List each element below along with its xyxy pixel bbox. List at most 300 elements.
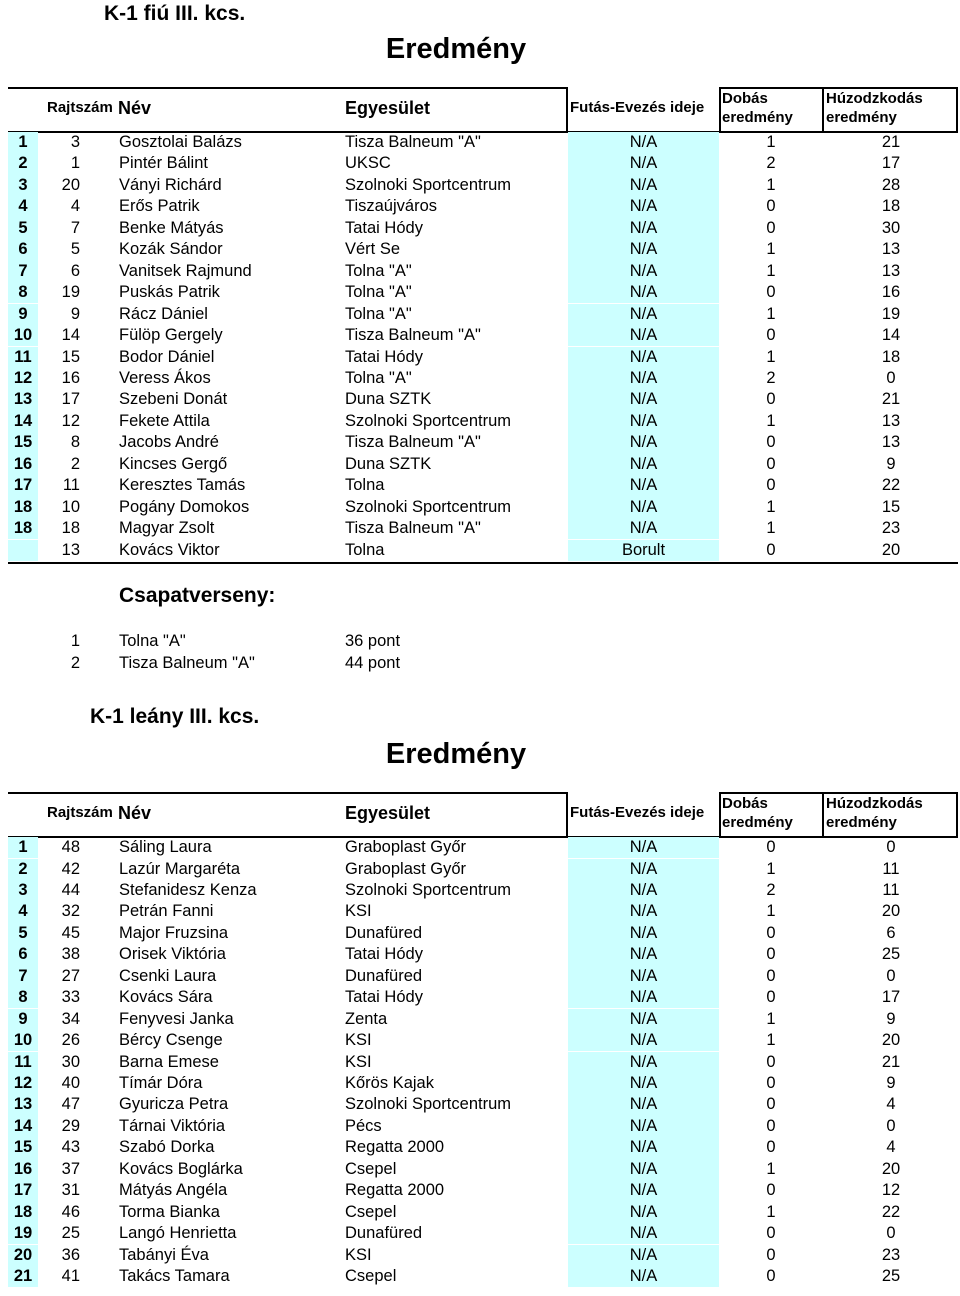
bib-cell: 8 (70, 433, 80, 452)
bib-cell: 37 (61, 1159, 80, 1178)
throw-result-cell: 1 (766, 497, 776, 516)
bib-cell: 32 (61, 902, 80, 921)
bib-cell: 4 (70, 197, 80, 216)
bib-cell: 43 (61, 1138, 80, 1157)
place-cell: 11 (8, 347, 38, 368)
name-cell: Kovács Sára (119, 988, 213, 1007)
club-cell: KSI (345, 1052, 372, 1071)
bib-cell: 3 (70, 133, 80, 151)
name-cell: Erős Patrik (119, 197, 200, 216)
header-pull-2: eredmény (826, 814, 897, 831)
club-cell: Graboplast Győr (345, 838, 467, 856)
place-cell: 7 (8, 966, 38, 987)
throw-result-cell: 1 (766, 133, 776, 151)
bib-cell: 15 (61, 347, 80, 366)
team-competition-title: Csapatverseny: (119, 584, 276, 607)
name-cell: Fülöp Gergely (119, 326, 223, 344)
place-cell: 4 (8, 196, 38, 217)
bib-cell: 27 (61, 966, 80, 985)
pullup-result-cell: 25 (881, 1267, 901, 1285)
place-cell: 3 (8, 880, 38, 901)
pullup-result-cell: 21 (881, 1052, 901, 1071)
club-cell: KSI (345, 902, 372, 921)
table-row (0, 944, 960, 965)
table-row (0, 1009, 960, 1030)
run-time-cell: N/A (568, 1245, 719, 1266)
run-time-cell: N/A (568, 1073, 719, 1094)
run-time-cell: N/A (568, 261, 719, 282)
run-time-cell: N/A (568, 518, 719, 539)
boys-table-bottom-line (8, 562, 958, 564)
club-cell: Dunafüred (345, 1224, 423, 1243)
club-cell: Szolnoki Sportcentrum (345, 497, 511, 516)
club-cell: Csepel (345, 1267, 397, 1285)
pullup-result-cell: 12 (881, 1181, 901, 1200)
pullup-result-cell: 9 (886, 454, 896, 473)
throw-result-cell: 0 (766, 326, 776, 344)
club-cell: Szolnoki Sportcentrum (345, 175, 511, 194)
place-cell: 15 (8, 432, 38, 453)
name-cell: Pintér Bálint (119, 154, 208, 173)
table-row (0, 518, 960, 539)
table-row (0, 1137, 960, 1158)
club-cell: Pécs (345, 1116, 382, 1135)
bib-cell: 18 (61, 519, 80, 538)
run-time-cell: N/A (568, 1030, 719, 1051)
name-cell: Kozák Sándor (119, 240, 223, 259)
place-cell: 3 (8, 175, 38, 196)
pullup-result-cell: 6 (886, 923, 896, 942)
table-row (0, 411, 960, 432)
run-time-cell: N/A (568, 1180, 719, 1201)
place-cell: 1 (8, 837, 38, 858)
pullup-result-cell: 14 (881, 326, 901, 344)
name-cell: Barna Emese (119, 1052, 219, 1071)
name-cell: Tárnai Viktória (119, 1116, 226, 1135)
bib-cell: 6 (70, 261, 80, 280)
bib-cell: 31 (61, 1181, 80, 1200)
pullup-result-cell: 13 (881, 433, 901, 452)
team-points: 44 pont (345, 654, 401, 672)
throw-result-cell: 0 (766, 1138, 776, 1157)
run-time-cell: N/A (568, 196, 719, 217)
name-cell: Pogány Domokos (119, 497, 250, 516)
table-row (0, 132, 960, 153)
run-time-cell: N/A (568, 218, 719, 239)
table-row (0, 1159, 960, 1180)
place-cell: 5 (8, 218, 38, 239)
name-cell: Puskás Patrik (119, 283, 220, 302)
throw-result-cell: 2 (766, 880, 776, 899)
name-cell: Magyar Zsolt (119, 519, 215, 538)
pullup-result-cell: 22 (881, 476, 901, 495)
table-row (0, 1116, 960, 1137)
header-run: Futás-Evezés ideje (570, 99, 705, 116)
table-row (0, 347, 960, 368)
table-row (0, 304, 960, 325)
bib-cell: 13 (61, 540, 80, 559)
run-time-cell: N/A (568, 132, 719, 153)
club-cell: Tisza Balneum "A" (345, 326, 481, 344)
place-cell: 13 (8, 1094, 38, 1115)
club-cell: Tisza Balneum "A" (345, 433, 481, 452)
bib-cell: 20 (61, 175, 80, 194)
name-cell: Tímár Dóra (119, 1074, 203, 1092)
club-cell: Tolna "A" (345, 261, 412, 280)
run-time-cell: N/A (568, 859, 719, 880)
boys-table-header (0, 87, 960, 133)
pullup-result-cell: 4 (886, 1138, 896, 1157)
table-row (0, 239, 960, 260)
throw-result-cell: 1 (766, 175, 776, 194)
name-cell: Veress Ákos (119, 368, 211, 387)
place-cell: 2 (8, 153, 38, 174)
pullup-result-cell: 11 (882, 859, 900, 878)
name-cell: Rácz Dániel (119, 304, 208, 323)
pullup-result-cell: 21 (881, 390, 901, 409)
run-time-cell: N/A (568, 1137, 719, 1158)
club-cell: Tolna "A" (345, 283, 412, 302)
table-row (0, 1245, 960, 1266)
pullup-result-cell: 17 (881, 154, 901, 173)
header-throw-1: Dobás (722, 795, 768, 812)
club-cell: Graboplast Győr (345, 859, 467, 878)
name-cell: Jacobs André (119, 433, 219, 452)
team-entry (0, 630, 600, 652)
name-cell: Fenyvesi Janka (119, 1009, 234, 1028)
pullup-result-cell: 0 (886, 838, 896, 856)
throw-result-cell: 0 (766, 283, 776, 302)
name-cell: Kovács Boglárka (119, 1159, 243, 1178)
bib-cell: 9 (70, 304, 80, 323)
club-cell: Tolna "A" (345, 304, 412, 323)
bib-cell: 2 (70, 454, 80, 473)
place-cell: 15 (8, 1137, 38, 1158)
header-pull-1: Húzodzkodás (826, 90, 923, 107)
bib-cell: 44 (61, 880, 80, 899)
name-cell: Takács Tamara (119, 1267, 230, 1285)
bib-cell: 45 (61, 923, 80, 942)
table-row (0, 325, 960, 346)
team-name: Tisza Balneum "A" (119, 654, 255, 672)
name-cell: Torma Bianka (119, 1202, 220, 1221)
girls-table-header (0, 792, 960, 838)
throw-result-cell: 0 (766, 433, 776, 452)
club-cell: KSI (345, 1031, 372, 1049)
run-time-cell: N/A (568, 153, 719, 174)
bib-cell: 17 (61, 390, 80, 409)
throw-result-cell: 0 (766, 540, 776, 559)
club-cell: Szolnoki Sportcentrum (345, 880, 511, 899)
name-cell: Szebeni Donát (119, 390, 228, 409)
table-row (0, 880, 960, 901)
pullup-result-cell: 19 (881, 304, 901, 323)
place-cell: 7 (8, 261, 38, 282)
place-cell: 2 (8, 859, 38, 880)
bib-cell: 19 (61, 283, 80, 302)
throw-result-cell: 1 (766, 240, 776, 259)
bib-cell: 1 (70, 154, 80, 173)
throw-result-cell: 0 (766, 1181, 776, 1200)
club-cell: Duna SZTK (345, 390, 432, 409)
team-name: Tolna "A" (119, 632, 186, 650)
table-row (0, 837, 960, 858)
throw-result-cell: 0 (766, 1224, 776, 1243)
name-cell: Major Fruzsina (119, 923, 229, 942)
place-cell: 17 (8, 475, 38, 496)
run-time-cell: N/A (568, 837, 719, 858)
throw-result-cell: 0 (766, 476, 776, 495)
club-cell: Tisza Balneum "A" (345, 519, 481, 538)
club-cell: Duna SZTK (345, 454, 432, 473)
place-cell: 18 (8, 1202, 38, 1223)
run-time-cell: N/A (568, 475, 719, 496)
name-cell: Sáling Laura (119, 838, 212, 856)
table-row (0, 1073, 960, 1094)
bib-cell: 5 (70, 240, 80, 259)
name-cell: Bodor Dániel (119, 347, 215, 366)
name-cell: Szabó Dorka (119, 1138, 215, 1157)
place-cell: 18 (8, 518, 38, 539)
table-row (0, 923, 960, 944)
table-row (0, 153, 960, 174)
pullup-result-cell: 0 (886, 368, 896, 387)
club-cell: Csepel (345, 1202, 397, 1221)
bib-cell: 40 (61, 1074, 80, 1092)
pullup-result-cell: 18 (881, 347, 901, 366)
header-club: Egyesület (345, 803, 431, 823)
place-cell: 12 (8, 1073, 38, 1094)
place-cell: 10 (8, 325, 38, 346)
run-time-cell: N/A (568, 175, 719, 196)
pullup-result-cell: 16 (881, 283, 901, 302)
throw-result-cell: 0 (766, 1267, 776, 1285)
throw-result-cell: 0 (766, 1052, 776, 1071)
club-cell: Csepel (345, 1159, 397, 1178)
place-cell: 13 (8, 389, 38, 410)
name-cell: Vanitsek Rajmund (119, 261, 252, 280)
club-cell: Tisza Balneum "A" (345, 133, 481, 151)
run-time-cell: N/A (568, 1009, 719, 1030)
bib-cell: 26 (61, 1031, 80, 1049)
throw-result-cell: 0 (766, 1074, 776, 1092)
bib-cell: 33 (61, 988, 80, 1007)
run-time-cell: N/A (568, 454, 719, 475)
throw-result-cell: 0 (766, 1095, 776, 1114)
table-row (0, 175, 960, 196)
place-cell: 17 (8, 1180, 38, 1201)
club-cell: Tiszaújváros (345, 197, 437, 216)
boys-category-title: K-1 fiú III. kcs. (104, 2, 246, 25)
pullup-result-cell: 18 (881, 197, 901, 216)
header-throw-2: eredmény (722, 814, 793, 831)
name-cell: Orisek Viktória (119, 945, 226, 964)
run-time-cell: N/A (568, 1223, 719, 1244)
table-row (0, 540, 960, 561)
pullup-result-cell: 30 (881, 218, 901, 237)
throw-result-cell: 1 (766, 1202, 776, 1221)
pullup-result-cell: 15 (881, 497, 901, 516)
table-row (0, 966, 960, 987)
table-row (0, 454, 960, 475)
team-entry (0, 652, 600, 674)
header-name: Név (118, 98, 152, 118)
name-cell: Bércy Csenge (119, 1031, 223, 1049)
run-time-cell: N/A (568, 944, 719, 965)
run-time-cell: N/A (568, 411, 719, 432)
pullup-result-cell: 11 (882, 880, 900, 899)
header-run: Futás-Evezés ideje (570, 804, 705, 821)
name-cell: Fekete Attila (119, 411, 210, 430)
run-time-cell: N/A (568, 282, 719, 303)
pullup-result-cell: 20 (881, 902, 901, 921)
bib-cell: 36 (61, 1245, 80, 1264)
club-cell: Zenta (345, 1009, 388, 1028)
table-row (0, 1266, 960, 1287)
run-time-cell: N/A (568, 901, 719, 922)
name-cell: Csenki Laura (119, 966, 217, 985)
pullup-result-cell: 0 (886, 1224, 896, 1243)
table-row (0, 389, 960, 410)
place-cell (8, 540, 38, 561)
table-row (0, 987, 960, 1008)
club-cell: KSI (345, 1245, 372, 1264)
club-cell: Vért Se (345, 240, 401, 259)
club-cell: Tatai Hódy (345, 218, 423, 237)
pullup-result-cell: 25 (881, 945, 901, 964)
header-throw-1: Dobás (722, 90, 768, 107)
team-place: 2 (70, 654, 80, 672)
pullup-result-cell: 9 (886, 1074, 896, 1092)
club-cell: Szolnoki Sportcentrum (345, 411, 511, 430)
girls-category-title: K-1 leány III. kcs. (90, 705, 260, 728)
name-cell: Lazúr Margaréta (119, 859, 241, 878)
run-time-cell: N/A (568, 1116, 719, 1137)
throw-result-cell: 1 (766, 859, 776, 878)
place-cell: 8 (8, 282, 38, 303)
throw-result-cell: 1 (766, 347, 776, 366)
table-row (0, 261, 960, 282)
bib-cell: 38 (61, 945, 80, 964)
place-cell: 10 (8, 1030, 38, 1051)
pullup-result-cell: 17 (881, 988, 901, 1007)
throw-result-cell: 0 (766, 390, 776, 409)
bib-cell: 29 (61, 1116, 80, 1135)
name-cell: Stefanidesz Kenza (119, 880, 257, 899)
club-cell: Regatta 2000 (345, 1138, 445, 1157)
club-cell: Tolna "A" (345, 368, 412, 387)
table-row (0, 218, 960, 239)
place-cell: 6 (8, 944, 38, 965)
bib-cell: 42 (61, 859, 80, 878)
team-place: 1 (70, 632, 80, 650)
pullup-result-cell: 9 (886, 1009, 896, 1028)
place-cell: 1 (8, 132, 38, 153)
place-cell: 19 (8, 1223, 38, 1244)
boys-result-title: Eredmény (385, 33, 527, 65)
club-cell: Tatai Hódy (345, 988, 423, 1007)
place-cell: 14 (8, 411, 38, 432)
throw-result-cell: 0 (766, 197, 776, 216)
table-row (0, 432, 960, 453)
pullup-result-cell: 13 (881, 411, 901, 430)
place-cell: 11 (8, 1052, 38, 1073)
run-time-cell: N/A (568, 389, 719, 410)
throw-result-cell: 1 (766, 902, 776, 921)
run-time-cell: N/A (568, 966, 719, 987)
run-time-cell: N/A (568, 432, 719, 453)
club-cell: Tolna (345, 540, 385, 559)
name-cell: Langó Henrietta (119, 1224, 237, 1243)
girls-result-title: Eredmény (385, 738, 527, 770)
table-row (0, 1223, 960, 1244)
pullup-result-cell: 23 (881, 519, 901, 538)
table-row (0, 1180, 960, 1201)
bib-cell: 11 (62, 476, 80, 495)
throw-result-cell: 1 (766, 411, 776, 430)
header-pull-1: Húzodzkodás (826, 795, 923, 812)
club-cell: Regatta 2000 (345, 1181, 445, 1200)
bib-cell: 48 (61, 838, 80, 856)
header-club: Egyesület (345, 98, 431, 118)
throw-result-cell: 0 (766, 454, 776, 473)
club-cell: Dunafüred (345, 966, 423, 985)
table-row (0, 901, 960, 922)
throw-result-cell: 1 (766, 1031, 776, 1049)
name-cell: Gosztolai Balázs (119, 133, 242, 151)
pullup-result-cell: 20 (881, 1159, 901, 1178)
throw-result-cell: 2 (766, 368, 776, 387)
table-row (0, 497, 960, 518)
pullup-result-cell: 28 (881, 175, 901, 194)
run-time-cell: N/A (568, 497, 719, 518)
run-time-cell: N/A (568, 347, 719, 368)
run-time-cell: N/A (568, 987, 719, 1008)
place-cell: 16 (8, 454, 38, 475)
place-cell: 9 (8, 304, 38, 325)
place-cell: 18 (8, 497, 38, 518)
run-time-cell: N/A (568, 1202, 719, 1223)
bib-cell: 25 (61, 1224, 80, 1243)
place-cell: 20 (8, 1245, 38, 1266)
place-cell: 9 (8, 1009, 38, 1030)
name-cell: Kovács Viktor (119, 540, 220, 559)
run-time-cell: N/A (568, 1094, 719, 1115)
club-cell: UKSC (345, 154, 391, 173)
throw-result-cell: 1 (766, 519, 776, 538)
table-row (0, 196, 960, 217)
place-cell: 5 (8, 923, 38, 944)
header-name: Név (118, 803, 152, 823)
table-row (0, 282, 960, 303)
pullup-result-cell: 13 (881, 240, 901, 259)
club-cell: Szolnoki Sportcentrum (345, 1095, 511, 1114)
place-cell: 8 (8, 987, 38, 1008)
club-cell: Tatai Hódy (345, 347, 423, 366)
name-cell: Ványi Richárd (119, 175, 222, 194)
place-cell: 12 (8, 368, 38, 389)
pullup-result-cell: 20 (881, 540, 901, 559)
run-time-cell: N/A (568, 325, 719, 346)
place-cell: 16 (8, 1159, 38, 1180)
header-throw-2: eredmény (722, 109, 793, 126)
throw-result-cell: 0 (766, 218, 776, 237)
run-time-cell: N/A (568, 1266, 719, 1287)
throw-result-cell: 1 (766, 1159, 776, 1178)
table-row (0, 859, 960, 880)
throw-result-cell: 0 (766, 838, 776, 856)
bib-cell: 12 (61, 411, 80, 430)
